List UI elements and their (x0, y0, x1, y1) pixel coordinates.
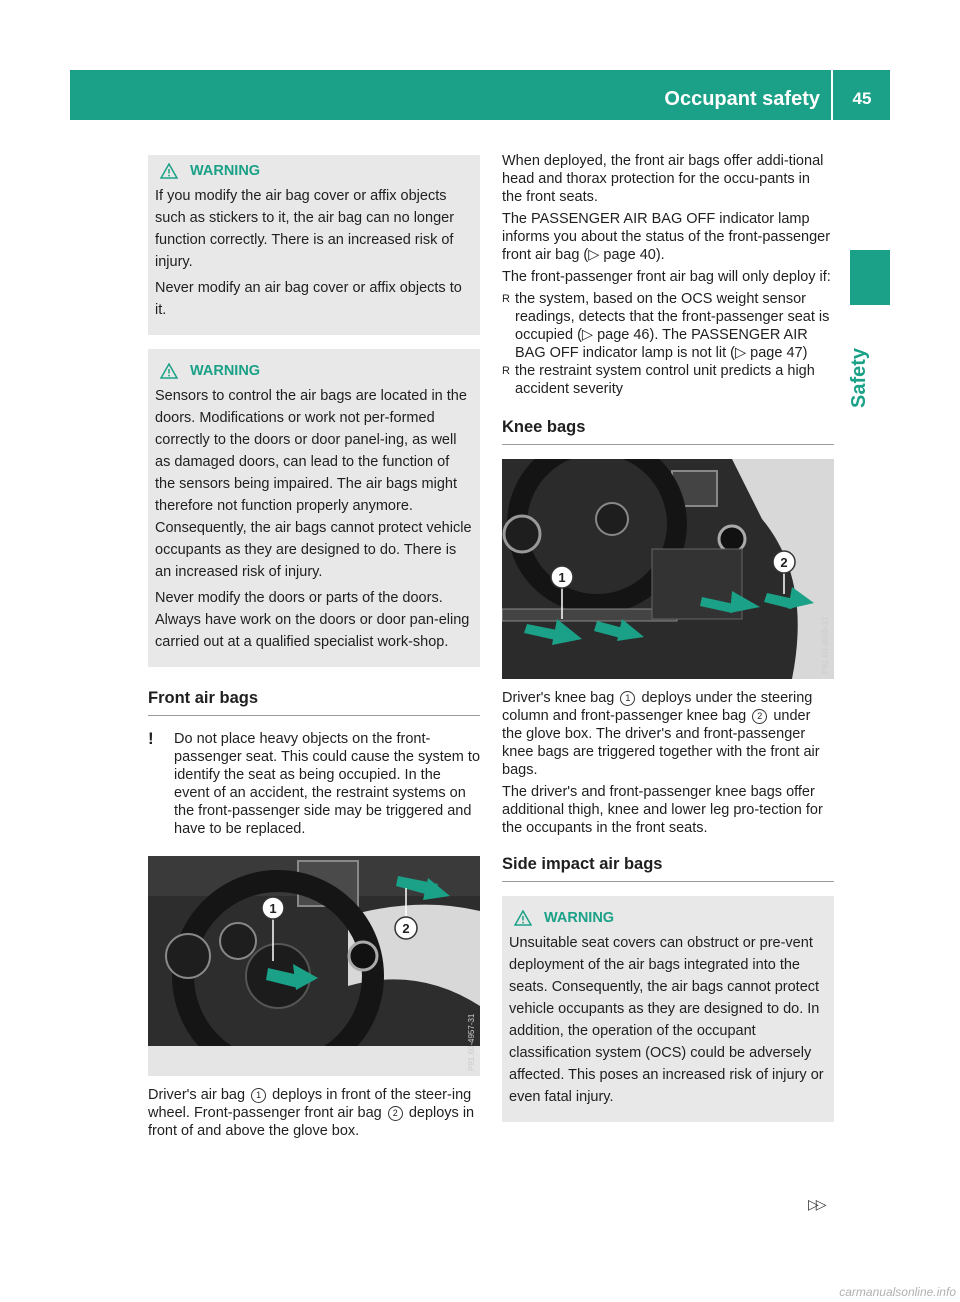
list-item-text: the restraint system control unit predicts a high accident severity (515, 363, 815, 397)
section-title-side-impact-air-bags: Side impact air bags (502, 855, 834, 882)
callout-number-1: 1 (620, 691, 635, 706)
front-air-bag-caption (148, 1086, 480, 1140)
warning-box (502, 896, 834, 1122)
warning-box (148, 349, 480, 667)
warning-triangle-icon (160, 363, 178, 379)
warning-title: WARNING (190, 363, 261, 379)
section-title-knee-bags: Knee bags (502, 418, 834, 445)
bullet-marker: R (502, 293, 510, 305)
warning-text: If you modify the air bag cover or affix objects such as stickers to it, the air bag can no longer function correctly. There is an increased risk of injury. (155, 188, 455, 270)
warning-heading (509, 906, 827, 930)
callout-number-2: 2 (752, 709, 767, 724)
svg-text:2: 2 (402, 921, 410, 936)
warning-triangle-icon (160, 163, 178, 179)
header-separator (831, 70, 833, 120)
warning-box (148, 155, 480, 335)
caption-text: under the glove box. The driver's and front-passenger knee bags are triggered together with the front air bags. (502, 708, 820, 778)
warning-heading (155, 159, 473, 183)
caption-text: deploys under the steering column and front-passenger knee bag (502, 690, 813, 724)
svg-text:1: 1 (269, 901, 277, 916)
callout-number-1: 1 (251, 1088, 266, 1103)
right-column (502, 152, 834, 1122)
image-code: P91.60-4959-31 (821, 616, 830, 674)
section-title-front-air-bags: Front air bags (148, 689, 480, 716)
warning-text: Never modify the doors or parts of the doors. Always have work on the doors or door pan-eling carried out at a qualified specialist work-shop. (155, 590, 470, 650)
warning-title: WARNING (190, 163, 261, 179)
list-item-text: the system, based on the OCS weight sensor readings, detects that the front-passenger seat is occupied (▷ page 46). The PASSENGER AIR BAG OFF indicator lamp is not lit (▷ page 47) (515, 291, 830, 361)
continue-arrows-icon: ▷▷ (808, 1196, 824, 1212)
paragraph: The driver's and front-passenger knee bags offer additional thigh, knee and lower leg pro-tection for the occupants in the front seats. (502, 784, 823, 836)
image-code: P91.60-4957-31 (467, 1013, 476, 1071)
knee-bag-illustration (502, 459, 834, 679)
notice-block (148, 730, 480, 838)
condition-list (502, 290, 834, 398)
warning-text: Unsuitable seat covers can obstruct or pre-vent deployment of the air bags integrated into the seats. Consequently, the air bags cannot protect vehicle occupants as they are designed to do. In addition, the operation of the occupant classification system (OCS) could be adversely affected. This poses an increased risk of injury or even fatal injury. (509, 935, 824, 1105)
paragraph: When deployed, the front air bags offer addi-tional head and thorax protection for the occu-pants in the front seats. (502, 153, 824, 205)
knee-bag-caption (502, 689, 834, 779)
paragraph: The PASSENGER AIR BAG OFF indicator lamp informs you about the status of the front-passenger front air bag (▷ page 40). (502, 211, 831, 263)
warning-text: Never modify an air bag cover or affix objects to it. (155, 280, 462, 318)
caption-text: Driver's knee bag (502, 690, 615, 706)
front-air-bag-illustration (148, 856, 480, 1076)
warning-heading (155, 359, 473, 383)
notice-text: Do not place heavy objects on the front-passenger seat. This could cause the system to identify the seat as being occupied. In the event of an accident, the restraint systems on the front-passenger side may be triggered and have to be replaced. (174, 731, 481, 837)
notice-icon: ! (148, 729, 154, 748)
list-item (502, 290, 834, 362)
caption-text: deploys in front of the steer-ing wheel. Front-passenger front air bag (148, 1087, 472, 1121)
warning-text: Sensors to control the air bags are located in the doors. Modifications or work not per-formed correctly to the doors or door panel-ing, as well as damaged doors, can lead to the function of the sensors being impaired. The air bags might therefore not function properly anymore. Consequently, the air bags cannot protect vehicle occupants as they are designed to do. There is an increased risk of injury. (155, 388, 472, 580)
caption-text: deploys in front of and above the glove box. (148, 1105, 475, 1139)
bullet-marker: R (502, 365, 510, 377)
svg-text:2: 2 (780, 555, 788, 570)
header-title: Occupant safety (664, 88, 820, 110)
paragraph: The front-passenger front air bag will only deploy if: (502, 269, 831, 285)
left-column (148, 155, 480, 1144)
page-number: 45 (852, 89, 872, 108)
side-tab-marker (850, 250, 890, 305)
svg-text:1: 1 (558, 570, 566, 585)
warning-title: WARNING (544, 910, 615, 926)
callout-number-2: 2 (388, 1106, 403, 1121)
watermark: carmanualsonline.info (839, 1285, 956, 1299)
warning-triangle-icon (514, 910, 532, 926)
header-bar (70, 70, 890, 120)
list-item (502, 362, 834, 398)
side-tab-label: Safety (848, 347, 870, 408)
caption-text: Driver's air bag (148, 1087, 246, 1103)
